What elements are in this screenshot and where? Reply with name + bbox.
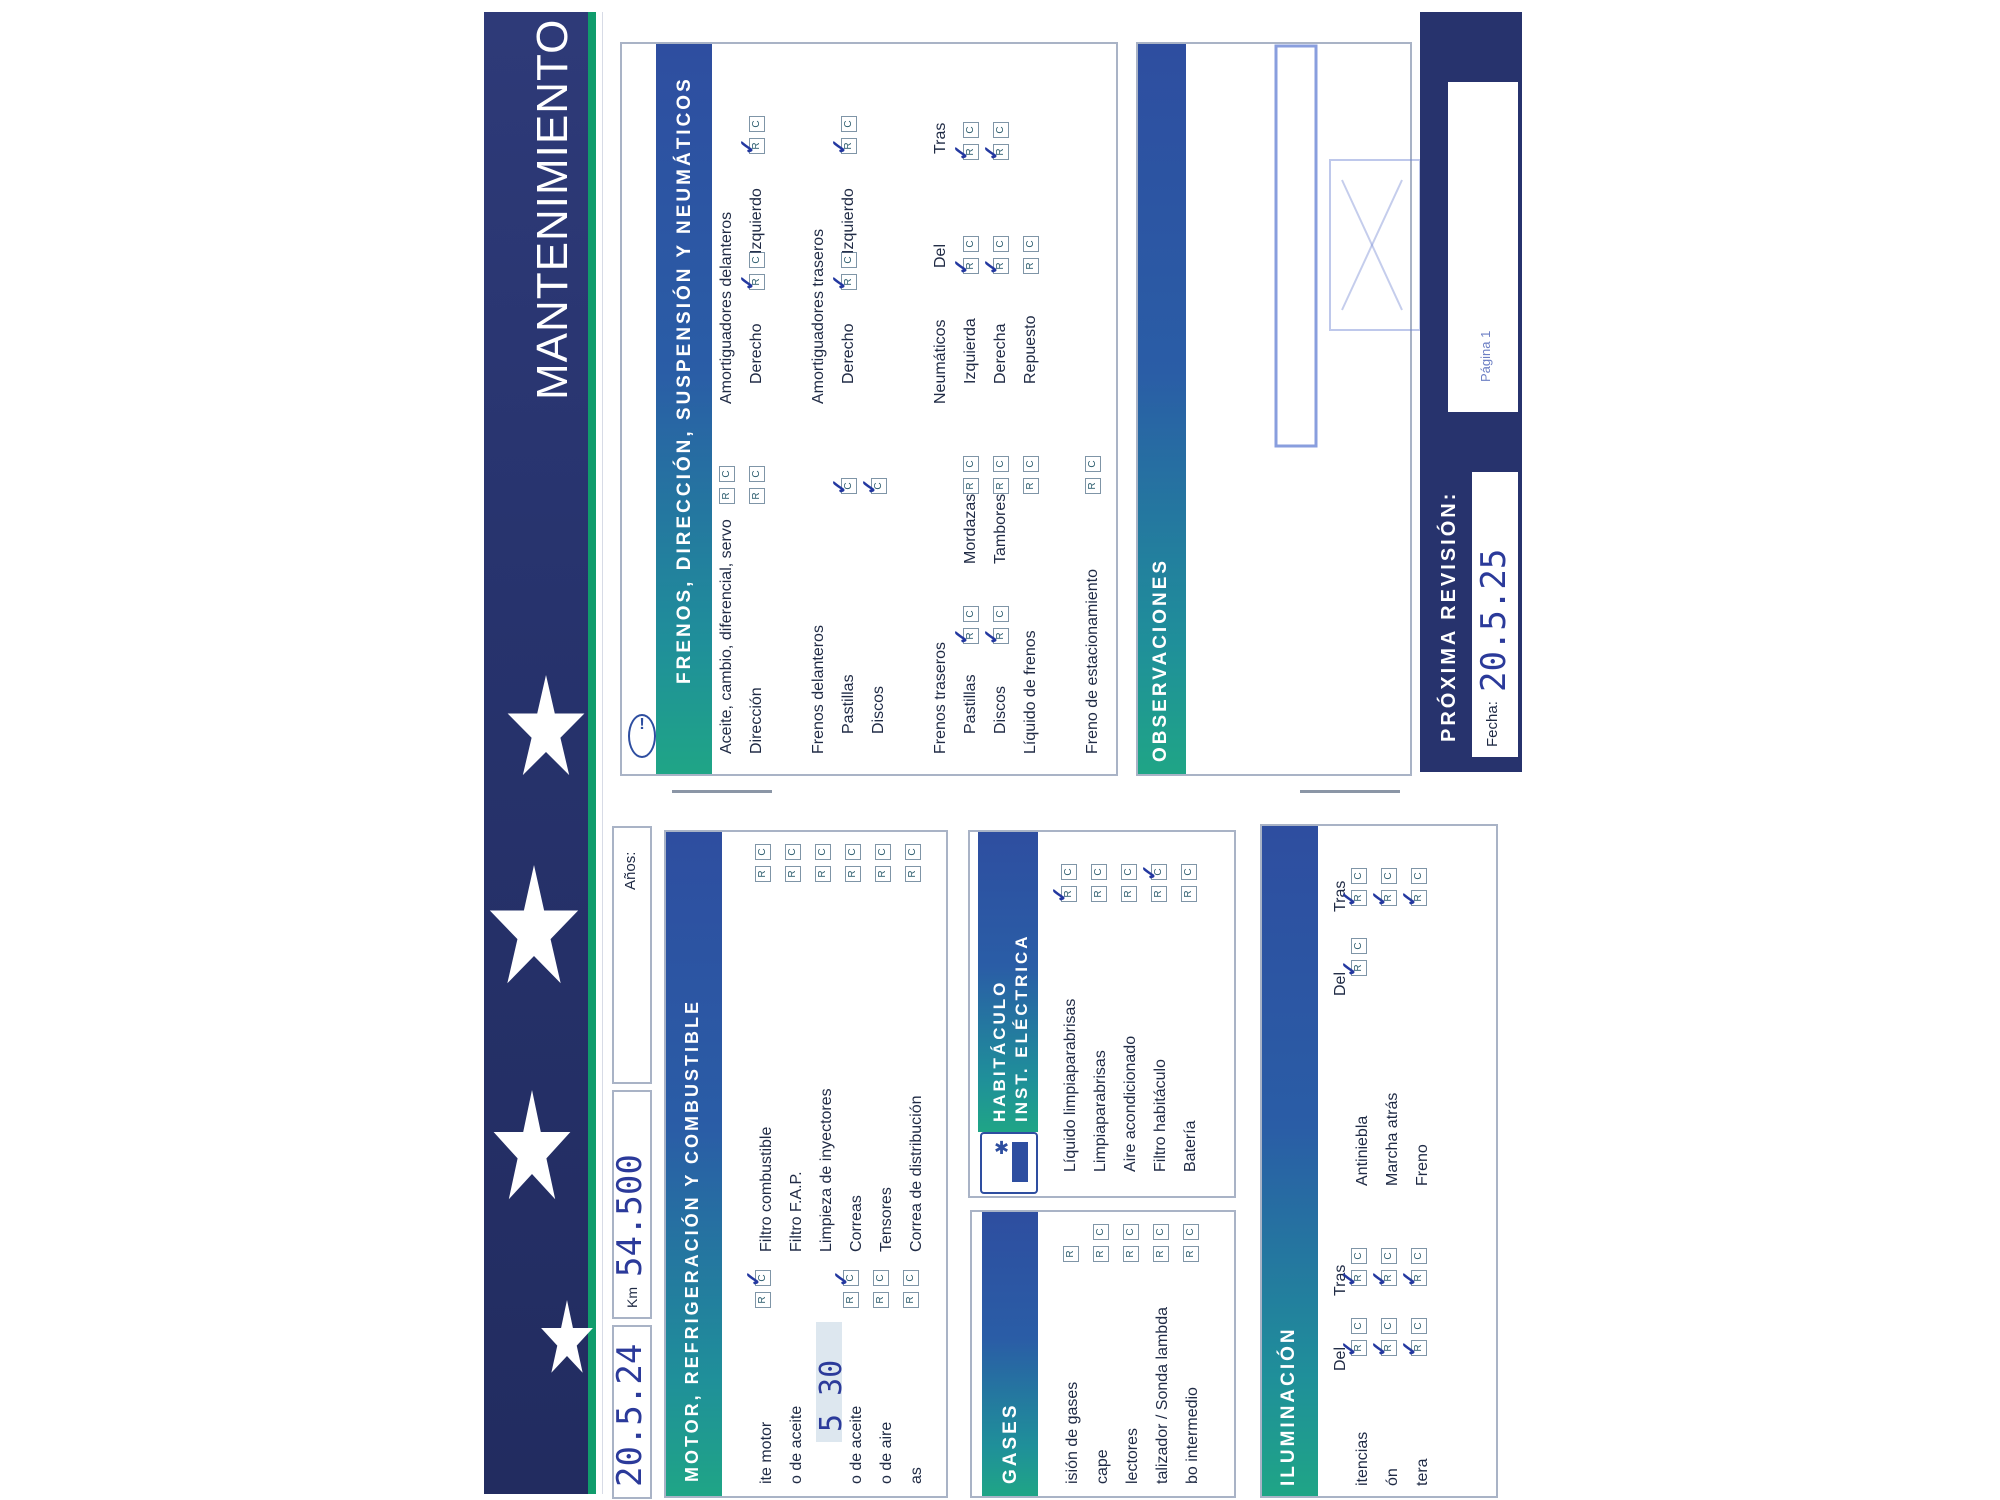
checkbox-c[interactable]: C [841,252,857,268]
checkbox-c[interactable]: C [875,844,891,860]
frenos-item: Aceite, cambio, diferencial, servo [718,519,735,754]
km-label: Km [624,1287,640,1308]
oil-grade-value: 5 30 [814,1359,849,1432]
checkbox-r[interactable]: R ✓ [1411,890,1427,906]
frenos-subheading: Amortiguadores delanteros [718,211,735,404]
frenos-subheading: Frenos traseros [932,641,949,754]
habitaculo-subtitle: INST. ELÉCTRICA [1012,933,1031,1122]
motor-item: Filtro combustible [758,1126,775,1252]
checkbox-c[interactable]: C [1085,456,1101,472]
frenos-panel [620,42,1118,776]
motor-title: MOTOR, REFRIGERACIÓN Y COMBUSTIBLE [682,998,702,1482]
checkbox-r[interactable]: R [843,1292,859,1308]
checkbox-r[interactable]: R [719,488,735,504]
frenos-item: Izquierdo [748,188,765,254]
checkbox-c[interactable]: C [963,236,979,252]
checkbox-r[interactable]: R [1153,1246,1169,1262]
checkbox-r[interactable]: R [1151,886,1167,902]
checkbox-c[interactable]: C [841,116,857,132]
checkbox-c[interactable]: C [785,844,801,860]
frenos-checkbox-col [1022,230,1040,274]
del-header: Del [1332,971,1349,996]
frenos-checkbox-col [992,116,1010,160]
gases-checkbox-col [1152,1218,1170,1262]
checkbox-r[interactable]: R [1121,886,1137,902]
habitaculo-title: HABITÁCULO [990,979,1009,1122]
light-checkbox-col [1350,1312,1368,1356]
checkbox-c[interactable]: C [993,606,1009,622]
accent-stripe [588,12,596,1494]
habitaculo-checkbox-col [1150,858,1168,902]
stamp-area [1448,82,1518,412]
checkbox-c[interactable]: C [963,122,979,138]
light-checkbox-col [1380,1312,1398,1356]
checkbox-c[interactable]: C [815,844,831,860]
checkbox-r[interactable]: R [903,1292,919,1308]
checkbox-r[interactable]: R [1093,1246,1109,1262]
checkbox-c[interactable]: C ✓ [1151,864,1167,880]
checkbox-r[interactable]: R [1063,1246,1079,1262]
frenos-item: Derecha [992,323,1009,384]
del-header: Del [932,243,949,268]
gases-checkbox-col [1092,1218,1110,1262]
frenos-subheading: Amortiguadores traseros [810,228,827,404]
gases-checkbox-col [1062,1240,1080,1262]
habitaculo-item: Limpiaparabrisas [1092,1050,1109,1172]
frenos-checkbox-col [1022,450,1040,494]
checkbox-r[interactable]: R ✓ [1351,1270,1367,1286]
frenos-item: Derecho [840,323,857,384]
gases-item: bo intermedio [1184,1387,1201,1484]
checkbox-c[interactable]: C [1153,1224,1169,1240]
checkbox-r[interactable]: R [815,866,831,882]
checkbox-c[interactable]: C [719,466,735,482]
motor-checkbox-col [844,838,862,882]
gases-checkbox-col [1182,1218,1200,1262]
checkbox-r[interactable]: R [1123,1246,1139,1262]
habitaculo-checkbox-col [1120,858,1138,902]
checkbox-r[interactable]: R ✓ [749,274,765,290]
frenos-checkbox-col [992,230,1010,274]
tras-header: Tras [932,122,949,154]
frenos-checkbox-col [748,110,766,154]
iluminacion-item: itencias [1354,1431,1371,1486]
staple [1300,790,1400,801]
habitaculo-checkbox-col [1180,858,1198,902]
frenos-item: Izquierdo [840,188,857,254]
frenos-checkbox-col [748,460,766,504]
frenos-item: Líquido de frenos [1022,630,1039,754]
motor-item: o de aceite [848,1405,865,1484]
frenos-checkbox-col [962,116,980,160]
checkbox-c[interactable]: C [1183,1224,1199,1240]
frenos-title: FRENOS, DIRECCIÓN, SUSPENSIÓN Y NEUMÁTICOS [674,76,695,684]
checkbox-r[interactable]: R ✓ [1381,890,1397,906]
years-label: Años: [622,851,639,890]
checkbox-c[interactable]: C [1351,938,1367,954]
frenos-checkbox-col [1084,450,1102,494]
checkbox-c[interactable]: C [1023,236,1039,252]
motor-item: Correas [848,1195,865,1252]
checkbox-c[interactable]: C [749,116,765,132]
checkbox-r[interactable]: R ✓ [993,258,1009,274]
checkbox-r[interactable]: R [755,1292,771,1308]
frenos-item: Repuesto [1022,315,1039,384]
years-field[interactable] [612,826,652,1084]
frenos-checkbox-col [962,230,980,274]
light-checkbox-col [1350,862,1368,906]
light-checkbox-col [1410,1312,1428,1356]
motor-checkbox-col [904,838,922,882]
checkbox-c[interactable]: C [749,252,765,268]
frenos-item: Discos [992,685,1009,734]
motor-item: Correa de distribución [908,1095,925,1252]
frenos-checkbox-col [992,450,1010,494]
checkbox-c[interactable]: C ✓ [841,478,857,494]
motor-checkbox-col [784,838,802,882]
frenos-item: Pastillas [840,674,857,734]
checkbox-c[interactable]: C [1381,1318,1397,1334]
checkbox-r[interactable]: R ✓ [841,138,857,154]
checkbox-r[interactable]: R [963,478,979,494]
light-checkbox-col [1380,862,1398,906]
gases-title: GASES [1000,1402,1021,1484]
checkbox-c[interactable]: C [1411,868,1427,884]
checkbox-r[interactable]: R ✓ [1061,886,1077,902]
checkbox-c[interactable]: C ✓ [755,1270,771,1286]
light-checkbox-col [1350,1242,1368,1286]
frenos-item: Discos [870,685,887,734]
checkbox-r[interactable]: R [1085,478,1101,494]
checkbox-c[interactable]: C ✓ [871,478,887,494]
workshop-stamp [1272,40,1432,450]
motor-item: o de aire [878,1421,895,1484]
frenos-checkbox-col [718,460,736,504]
motor-item: as [908,1467,925,1484]
checkbox-c[interactable]: C [1411,1248,1427,1264]
motor-checkbox-col [842,1264,860,1308]
checkbox-c[interactable]: C [1381,1248,1397,1264]
checkbox-c[interactable]: C [873,1270,889,1286]
checkbox-r[interactable]: R [905,866,921,882]
checkbox-r[interactable]: R ✓ [963,258,979,274]
checkbox-r[interactable]: R ✓ [841,274,857,290]
checkbox-c[interactable]: C [1121,864,1137,880]
motor-item: Limpieza de inyectores [818,1088,835,1252]
checkbox-c[interactable]: C [963,456,979,472]
iluminacion-item: Marcha atrás [1384,1092,1401,1186]
checkbox-r[interactable]: R ✓ [1411,1270,1427,1286]
iluminacion-title: ILUMINACIÓN [1278,1326,1299,1486]
checkbox-c[interactable]: C [1411,1318,1427,1334]
checkbox-c[interactable]: C ✓ [843,1270,859,1286]
gases-checkbox-col [1122,1218,1140,1262]
habitaculo-checkbox-col [1060,858,1078,902]
checkbox-r[interactable]: R [755,866,771,882]
next-revision-date-label: Fecha: [1484,701,1501,747]
next-revision-band [1420,12,1522,772]
motor-checkbox-col [754,1264,772,1308]
iluminacion-panel [1260,824,1498,1498]
checkbox-r[interactable]: R [749,488,765,504]
date-field[interactable] [612,1325,652,1499]
frenos-item: Freno de estacionamiento [1084,569,1101,754]
checkbox-r[interactable]: R [1091,886,1107,902]
checkbox-r[interactable]: R ✓ [749,138,765,154]
frenos-subheading: Frenos delanteros [810,625,827,754]
checkbox-r[interactable]: R [785,866,801,882]
stamp-text: Página 1 [1478,330,1493,382]
habitaculo-panel [968,830,1236,1198]
checkbox-c[interactable]: C [1023,456,1039,472]
light-checkbox-col [1350,932,1368,976]
frenos-item: Mordazas [962,493,979,564]
frenos-item: Pastillas [962,674,979,734]
gases-panel [970,1210,1236,1498]
motor-checkbox-col [754,838,772,882]
motor-item: ite motor [758,1421,775,1484]
next-revision-date-value: 20.5.25 [1474,548,1514,692]
gases-item: isión de gases [1064,1381,1081,1484]
observaciones-title: OBSERVACIONES [1150,557,1171,762]
checkbox-c[interactable]: C [993,456,1009,472]
checkbox-c[interactable]: C [905,844,921,860]
motor-item: o de aceite [788,1405,805,1484]
checkbox-r[interactable]: R [875,866,891,882]
checkbox-r[interactable]: R ✓ [1351,960,1367,976]
motor-checkbox-col [872,1264,890,1308]
checkbox-r[interactable]: R [1183,1246,1199,1262]
next-revision-title: PRÓXIMA REVISIÓN: [1438,490,1460,742]
km-field[interactable] [612,1090,652,1319]
iluminacion-item: Antiniebla [1354,1115,1371,1186]
tras-header: Tras [1332,880,1349,912]
checkbox-c[interactable]: C [1351,868,1367,884]
gases-item: cape [1094,1449,1111,1484]
checkbox-r[interactable]: R [1023,478,1039,494]
motor-panel [664,830,948,1498]
warning-icon: ! [628,714,656,758]
checkbox-c[interactable]: C [1381,868,1397,884]
checkbox-c[interactable]: C [845,844,861,860]
checkbox-c[interactable]: C [1091,864,1107,880]
gases-item: lectores [1124,1427,1141,1484]
light-checkbox-col [1380,1242,1398,1286]
frenos-checkbox-col [840,472,858,494]
checkbox-c[interactable]: C [1093,1224,1109,1240]
checkbox-c[interactable]: C [993,122,1009,138]
frenos-item: Dirección [748,687,765,754]
habitaculo-checkbox-col [1090,858,1108,902]
frenos-checkbox-col [840,110,858,154]
checkbox-c[interactable]: C [1351,1248,1367,1264]
checkbox-c[interactable]: C [1181,864,1197,880]
frenos-checkbox-col [962,600,980,644]
frenos-checkbox-col [870,472,888,494]
checkbox-r[interactable]: R ✓ [993,628,1009,644]
motor-checkbox-col [874,838,892,882]
km-value: 54.500 [610,1154,650,1277]
staple [672,790,772,801]
frenos-checkbox-col [962,450,980,494]
frenos-checkbox-col [992,600,1010,644]
del-header: Del [1332,1346,1349,1371]
iluminacion-item: tera [1414,1458,1431,1486]
light-checkbox-col [1410,1242,1428,1286]
habitaculo-item: Aire acondicionado [1122,1035,1139,1172]
motor-item: Tensores [878,1187,895,1252]
checkbox-c[interactable]: C [963,606,979,622]
light-checkbox-col [1410,862,1428,906]
divider [596,12,603,1494]
checkbox-r[interactable]: R ✓ [1351,1340,1367,1356]
checkbox-r[interactable]: R ✓ [963,628,979,644]
checkbox-c[interactable]: C [749,466,765,482]
iluminacion-item: Freno [1414,1144,1431,1186]
frenos-item: Derecho [748,323,765,384]
habitaculo-item: Batería [1182,1120,1199,1172]
checkbox-r[interactable]: R ✓ [1351,890,1367,906]
frenos-subheading: Neumáticos [932,319,949,404]
checkbox-r[interactable]: R [845,866,861,882]
checkbox-c[interactable]: C [755,844,771,860]
battery-icon: ✱ [980,1132,1038,1194]
checkbox-r[interactable]: R [873,1292,889,1308]
gases-item: talizador / Sonda lambda [1154,1307,1171,1484]
checkbox-c[interactable]: C [1123,1224,1139,1240]
checkbox-r[interactable]: R [1023,258,1039,274]
date-value: 20.5.24 [610,1343,650,1487]
banner-title: MANTENIMIENTO [528,18,577,400]
habitaculo-item: Líquido limpiaparabrisas [1062,998,1079,1172]
checkbox-r[interactable]: R ✓ [1381,1340,1397,1356]
motor-item: Filtro F.A.P. [788,1171,805,1252]
checkbox-r[interactable]: R ✓ [1411,1340,1427,1356]
frenos-item: Izquierda [962,318,979,384]
checkbox-c[interactable]: C [993,236,1009,252]
frenos-item: Tambores [992,493,1009,564]
checkbox-r[interactable]: R ✓ [1381,1270,1397,1286]
habitaculo-item: Filtro habitáculo [1152,1059,1169,1172]
checkbox-r[interactable]: R [993,478,1009,494]
iluminacion-item: ón [1384,1468,1401,1486]
checkbox-r[interactable]: R ✓ [963,144,979,160]
motor-checkbox-col [902,1264,920,1308]
checkbox-r[interactable]: R [1181,886,1197,902]
checkbox-c[interactable]: C [903,1270,919,1286]
next-revision-date-field[interactable] [1472,472,1518,757]
checkbox-c[interactable]: C [1061,864,1077,880]
tras-header: Tras [1332,1264,1349,1296]
checkbox-c[interactable]: C [1351,1318,1367,1334]
motor-checkbox-col [814,838,832,882]
checkbox-r[interactable]: R ✓ [993,144,1009,160]
